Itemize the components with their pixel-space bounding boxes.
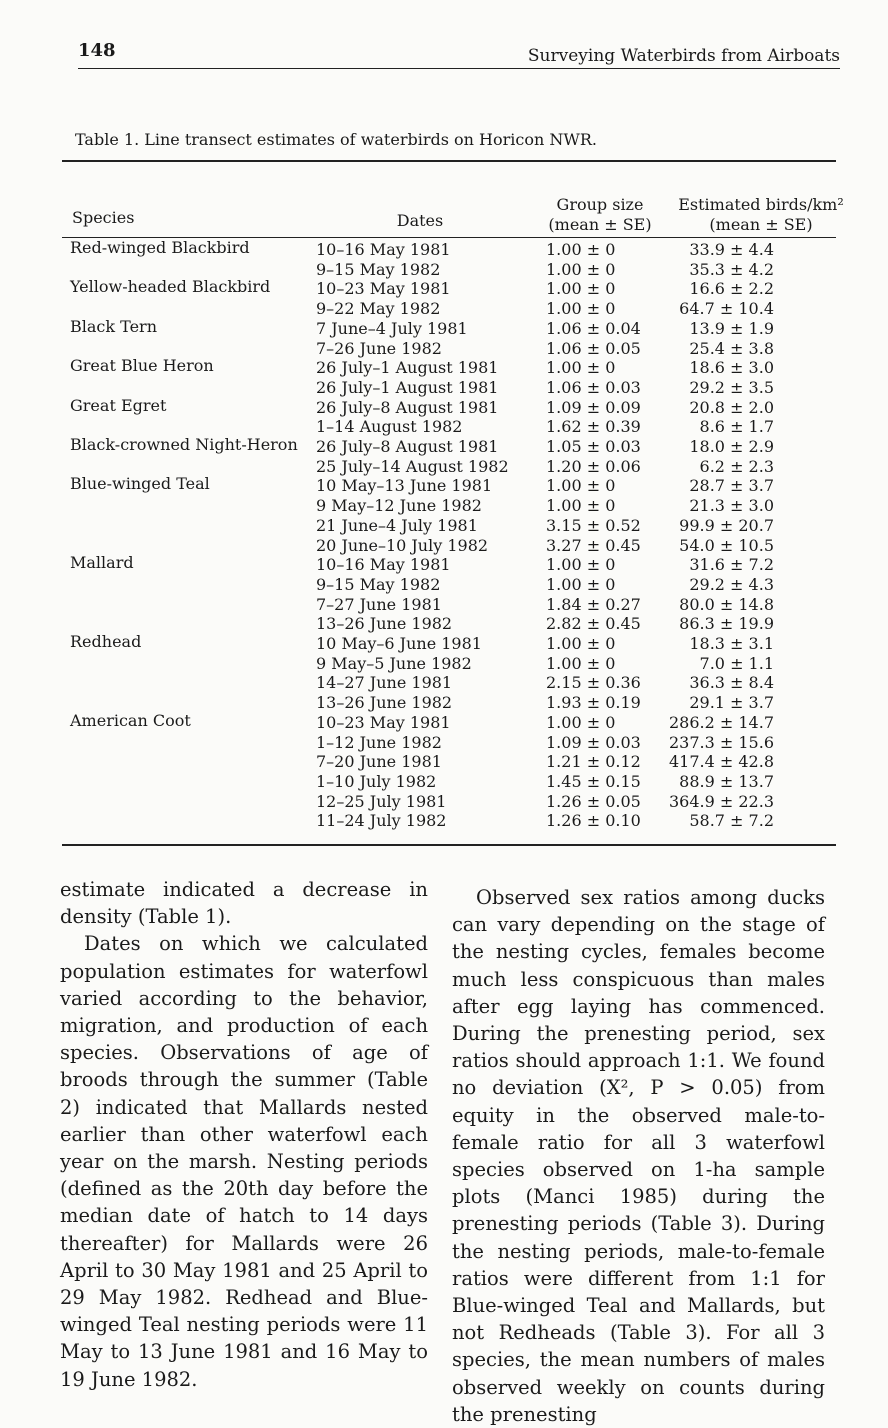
dates-cell: 9 May–12 June 1982 xyxy=(316,496,482,516)
species-column-header: Species xyxy=(72,208,135,227)
table-row xyxy=(62,279,836,299)
est-cell: 88.9 ± 13.7 xyxy=(679,771,774,791)
table-row xyxy=(62,395,836,418)
est-cell: 364.9 ± 22.3 xyxy=(668,791,774,811)
dates-cell: 10–16 May 1981 xyxy=(316,240,451,259)
table-row xyxy=(62,316,836,339)
dates-cell: 26 July–1 August 1981 xyxy=(316,358,499,378)
page-header xyxy=(78,38,840,69)
dates-cell: 7 June–4 July 1981 xyxy=(316,318,468,338)
table-row xyxy=(62,437,836,457)
est-cell: 417.4 ± 42.8 xyxy=(668,752,774,772)
table-row xyxy=(62,378,836,398)
group-size-header-line2: (mean ± SE) xyxy=(548,215,652,234)
group-cell: 1.93 ± 0.19 xyxy=(546,693,641,713)
table-row xyxy=(62,792,836,812)
est-cell: 18.0 ± 2.9 xyxy=(689,437,774,456)
dates-cell: 26 July–8 August 1981 xyxy=(316,437,499,456)
group-cell: 1.00 ± 0 xyxy=(546,259,616,279)
table-row xyxy=(62,516,836,536)
est-cell: 29.2 ± 4.3 xyxy=(689,574,774,594)
left-paragraph-2: Dates on which we calculated population estimates for waterfowl varied according to the behavior, migration, and production of each species. Observations of age of broods through the summer (Table 2) indicated that Mallards nested earlier than other waterfowl each year on the marsh. Nesting periods (defined as the 20th day before the median date of hatch to 14 days thereafter) for Mallards were 26 April to 30 May 1981 and 25 April to 29 May 1982. Redhead and Blue-winged Teal nesting periods were 11 May to 13 June 1981 and 16 May to 19 June 1982. xyxy=(60,932,428,1391)
est-cell: 58.7 ± 7.2 xyxy=(689,811,774,831)
table-row xyxy=(62,634,836,654)
group-cell: 1.21 ± 0.12 xyxy=(546,752,641,772)
dates-cell: 26 July–8 August 1981 xyxy=(316,397,499,417)
est-cell: 28.7 ± 3.7 xyxy=(689,476,774,496)
est-cell: 7.0 ± 1.1 xyxy=(699,653,774,673)
dates-cell: 9 May–5 June 1982 xyxy=(316,653,472,673)
dates-cell: 12–25 July 1981 xyxy=(316,791,447,811)
group-cell: 1.84 ± 0.27 xyxy=(546,594,641,614)
group-cell: 1.00 ± 0 xyxy=(546,574,616,594)
estimated-header-line1: Estimated birds/km² xyxy=(678,195,844,214)
right-paragraph-1: Observed sex ratios among ducks can vary depending on the stage of the nesting cycles, females become much less conspicuous than males after egg laying has commenced. During the prenesting period, sex ratios should approach 1:1. We found no deviation (X², P > 0.05) from equity in the observed male-to-female ratio for all 3 waterfowl species observed on 1-ha sample plots (Manci 1985) during the prenesting periods (Table 3). During the nesting periods, male-to-female ratios were different from 1:1 for Blue-winged Teal and Mallards, but not Redheads (Table 3). For all 3 species, the mean numbers of males observed weekly on counts during the prenesting xyxy=(452,886,825,1426)
group-cell: 3.15 ± 0.52 xyxy=(546,515,641,535)
dates-cell: 13–26 June 1982 xyxy=(316,614,453,634)
species-cell: Mallard xyxy=(70,553,134,573)
est-cell: 54.0 ± 10.5 xyxy=(679,535,774,555)
est-cell: 25.4 ± 3.8 xyxy=(689,338,774,358)
est-cell: 13.9 ± 1.9 xyxy=(689,318,774,338)
dates-cell: 1–10 July 1982 xyxy=(316,771,437,791)
dates-cell: 10 May–13 June 1981 xyxy=(316,476,493,496)
table-caption: Table 1. Line transect estimates of waterbirds on Horicon NWR. xyxy=(75,130,597,149)
table-row xyxy=(62,733,836,753)
group-cell: 1.00 ± 0 xyxy=(546,496,616,516)
table-top-rule xyxy=(62,160,836,162)
table-row xyxy=(62,710,836,733)
table-bottom-rule xyxy=(62,844,836,846)
species-cell: Blue-winged Teal xyxy=(70,474,210,494)
group-cell: 1.00 ± 0 xyxy=(546,555,616,575)
table-row xyxy=(62,496,836,516)
species-cell: Black-crowned Night-Heron xyxy=(70,435,298,454)
dates-cell: 7–27 June 1981 xyxy=(316,594,442,614)
table-row xyxy=(62,240,836,260)
est-cell: 16.6 ± 2.2 xyxy=(689,279,774,299)
dates-cell: 10–23 May 1981 xyxy=(316,279,451,299)
table-row xyxy=(62,555,836,575)
group-cell: 2.15 ± 0.36 xyxy=(546,673,641,693)
table-row xyxy=(62,476,836,496)
dates-cell: 9–15 May 1982 xyxy=(316,574,441,594)
dates-cell: 25 July–14 August 1982 xyxy=(316,456,509,476)
dates-cell: 10 May–6 June 1981 xyxy=(316,634,482,653)
species-cell: Red-winged Blackbird xyxy=(70,238,250,257)
species-cell: Yellow-headed Blackbird xyxy=(70,277,271,297)
est-cell: 80.0 ± 14.8 xyxy=(679,594,774,614)
table-row xyxy=(62,358,836,378)
table-row xyxy=(62,536,836,556)
dates-cell: 1–12 June 1982 xyxy=(316,732,442,752)
species-cell: Great Egret xyxy=(70,395,167,415)
estimated-header-line2: (mean ± SE) xyxy=(709,215,813,234)
group-cell: 1.06 ± 0.05 xyxy=(546,338,641,358)
group-cell: 1.26 ± 0.05 xyxy=(546,791,641,811)
left-paragraph-1: estimate indicated a decrease in density (Table 1). xyxy=(60,878,428,929)
est-cell: 18.3 ± 3.1 xyxy=(689,634,774,653)
est-cell: 18.6 ± 3.0 xyxy=(689,358,774,378)
table-row xyxy=(62,772,836,792)
dates-column-header: Dates xyxy=(396,211,444,230)
table-row xyxy=(62,752,836,772)
dates-cell: 14–27 June 1981 xyxy=(316,673,453,693)
table-row xyxy=(62,595,836,615)
species-cell: Black Tern xyxy=(70,316,158,336)
dates-cell: 20 June–10 July 1982 xyxy=(316,535,489,555)
table-row xyxy=(62,299,836,319)
group-cell: 3.27 ± 0.45 xyxy=(546,535,641,555)
dates-cell: 9–15 May 1982 xyxy=(316,259,441,279)
group-cell: 1.00 ± 0 xyxy=(546,712,616,732)
group-cell: 1.00 ± 0 xyxy=(546,279,616,299)
right-text-column xyxy=(452,884,825,1428)
est-cell: 237.3 ± 15.6 xyxy=(668,732,774,752)
group-cell: 1.09 ± 0.03 xyxy=(546,732,641,752)
est-cell: 36.3 ± 8.4 xyxy=(689,673,774,693)
est-cell: 21.3 ± 3.0 xyxy=(689,496,774,516)
table-row xyxy=(62,654,836,674)
page-number: 148 xyxy=(78,40,116,61)
group-cell: 1.00 ± 0 xyxy=(546,299,616,319)
est-cell: 20.8 ± 2.0 xyxy=(689,397,774,417)
group-cell: 1.09 ± 0.09 xyxy=(546,397,641,417)
group-cell: 1.00 ± 0 xyxy=(546,358,616,378)
est-cell: 6.2 ± 2.3 xyxy=(699,456,774,476)
est-cell: 64.7 ± 10.4 xyxy=(679,299,774,319)
group-size-header-line1: Group size xyxy=(556,195,644,214)
est-cell: 33.9 ± 4.4 xyxy=(689,240,774,259)
dates-cell: 9–22 May 1982 xyxy=(316,299,441,319)
dates-cell: 26 July–1 August 1981 xyxy=(316,377,499,397)
estimated-column-header xyxy=(676,195,846,235)
est-cell: 86.3 ± 19.9 xyxy=(679,614,774,634)
group-cell: 1.06 ± 0.04 xyxy=(546,318,641,338)
group-cell: 1.26 ± 0.10 xyxy=(546,811,641,831)
species-cell: Redhead xyxy=(70,632,142,651)
table-row xyxy=(62,614,836,634)
dates-cell: 10–16 May 1981 xyxy=(316,555,451,575)
group-cell: 1.20 ± 0.06 xyxy=(546,456,641,476)
dates-cell: 13–26 June 1982 xyxy=(316,693,453,713)
group-cell: 1.06 ± 0.03 xyxy=(546,377,641,397)
est-cell: 31.6 ± 7.2 xyxy=(689,555,774,575)
running-title: Surveying Waterbirds from Airboats xyxy=(527,46,840,66)
species-cell: Great Blue Heron xyxy=(70,356,214,376)
left-text-column xyxy=(60,876,428,1393)
est-cell: 29.1 ± 3.7 xyxy=(689,693,774,713)
group-cell: 1.45 ± 0.15 xyxy=(546,771,641,791)
group-size-column-header xyxy=(526,195,674,235)
est-cell: 99.9 ± 20.7 xyxy=(679,515,774,535)
est-cell: 35.3 ± 4.2 xyxy=(689,259,774,279)
group-cell: 1.00 ± 0 xyxy=(546,476,616,496)
dates-cell: 11–24 July 1982 xyxy=(316,811,447,831)
dates-cell: 10–23 May 1981 xyxy=(316,712,451,732)
group-cell: 2.82 ± 0.45 xyxy=(546,614,641,634)
group-cell: 1.00 ± 0 xyxy=(546,634,616,653)
table-row xyxy=(62,575,836,595)
est-cell: 29.2 ± 3.5 xyxy=(689,377,774,397)
species-cell: American Coot xyxy=(70,710,191,730)
group-cell: 1.62 ± 0.39 xyxy=(546,417,641,437)
dates-cell: 1–14 August 1982 xyxy=(316,417,463,437)
table-row xyxy=(62,673,836,693)
group-cell: 1.05 ± 0.03 xyxy=(546,437,641,456)
est-cell: 286.2 ± 14.7 xyxy=(668,712,774,732)
group-cell: 1.00 ± 0 xyxy=(546,653,616,673)
dates-cell: 7–26 June 1982 xyxy=(316,338,442,358)
dates-cell: 7–20 June 1981 xyxy=(316,752,442,772)
table-row xyxy=(62,811,836,831)
est-cell: 8.6 ± 1.7 xyxy=(699,417,774,437)
dates-cell: 21 June–4 July 1981 xyxy=(316,515,478,535)
group-cell: 1.00 ± 0 xyxy=(546,240,616,259)
